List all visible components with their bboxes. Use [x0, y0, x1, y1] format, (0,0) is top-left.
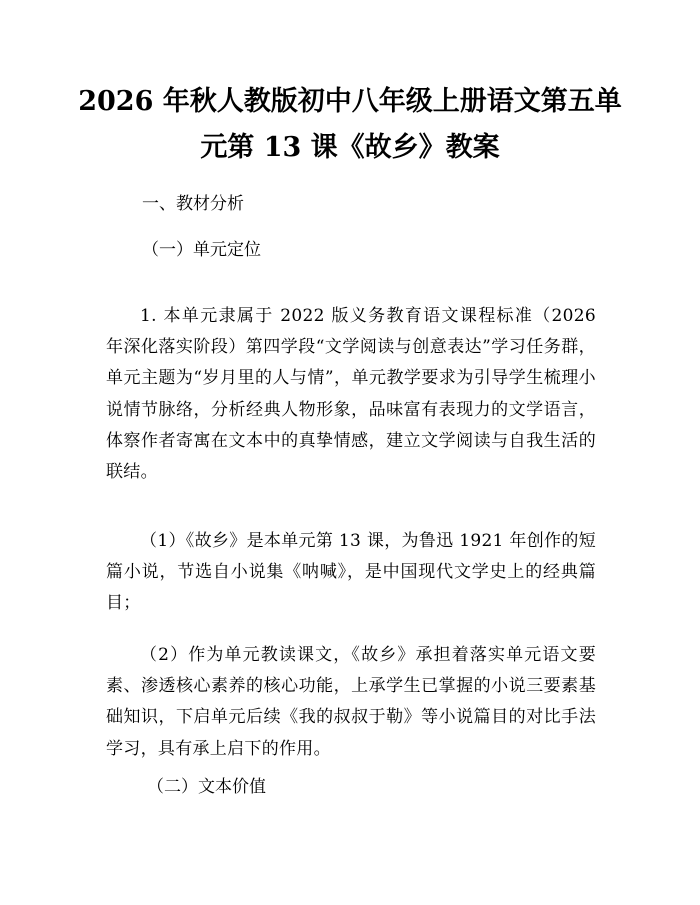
document-title-line-1: 2026 年秋人教版初中八年级上册语文第五单 — [78, 86, 622, 117]
paragraph-text-function: （2）作为单元教读课文，《故乡》承担着落实单元语文要素、渗透核心素养的核心功能，上承学生已掌握的小说三要素基础知识，下启单元后续《我的叔叔于勒》等小说篇目的对比手法学习，具有承上启下的作用。 — [106, 645, 596, 759]
paragraph-unit-overview: 1. 本单元隶属于 2022 版义务教育语文课程标准（2026 年深化落实阶段）第四学段“文学阅读与创意表达”学习任务群，单元主题为“岁月里的人与情”，单元教学要求为引导学生梳理小说情节脉络，分析经典人物形象，品味富有表现力的文学语言，体察作者寄寓在文本中的真挚情感，建立文学阅读与自我生活的联结。 — [106, 306, 596, 483]
section-heading-textbook-analysis: 一、教材分析 — [142, 194, 244, 214]
subsection-heading-text-value: （二）文本价值 — [147, 777, 266, 797]
document-title-line-2: 元第 13 课《故乡》教案 — [200, 132, 500, 163]
subsection-heading-unit-positioning: （一）单元定位 — [142, 240, 261, 260]
paragraph-text-introduction: （1）《故乡》是本单元第 13 课，为鲁迅 1921 年创作的短篇小说，节选自小说集《呐喊》，是中国现代文学史上的经典篇目； — [106, 531, 596, 614]
